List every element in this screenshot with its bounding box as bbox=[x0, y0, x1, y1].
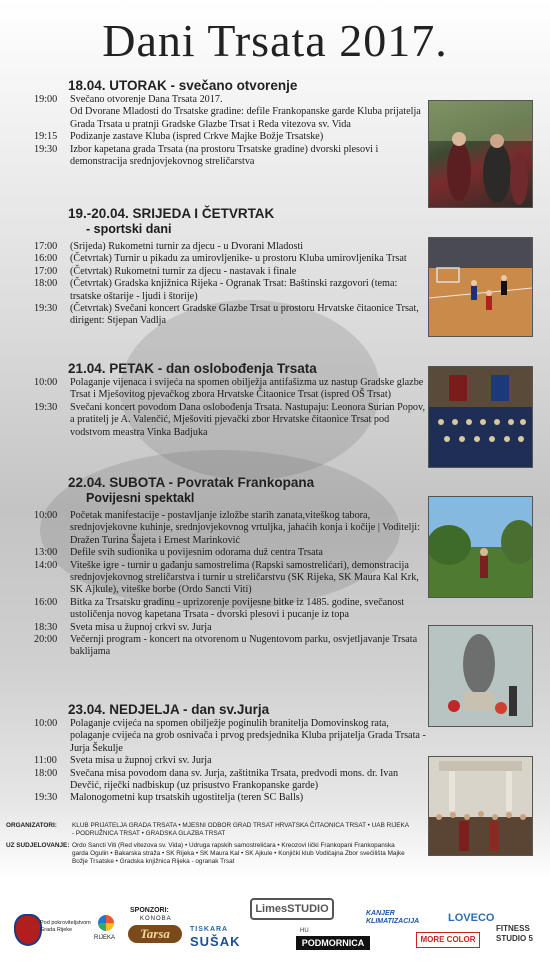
tiskara-susak-logo: SUŠAK bbox=[190, 934, 241, 949]
section-friday bbox=[34, 361, 426, 439]
event-time: 10:00 bbox=[34, 718, 58, 729]
monument-image bbox=[429, 626, 532, 726]
event-description: Bitka za Trsatsku gradinu - uprizorenje povijesne bitke iz 1485. godine, svečanost ustoličenja novog kapetana Trsata - dvorski plesovi i pucanje iz topa bbox=[70, 596, 405, 621]
poster-title: Dani Trsata 2017. bbox=[102, 15, 448, 66]
fitness-logo-text: FITNESS bbox=[496, 924, 530, 933]
event-description: (Četvrtak) Gradska knjižnica Rijeka - Ogranak Trsat: Baštinski razgovori (tema: trsatske oštarije - ljudi i štorije) bbox=[70, 278, 398, 302]
more-color-logo: MORE COLOR bbox=[416, 932, 480, 948]
event-time: 19:30 bbox=[34, 401, 58, 413]
event-row bbox=[34, 768, 426, 793]
rijeka-coat-of-arms-icon bbox=[14, 914, 42, 946]
tiskara-text: TISKARA bbox=[190, 926, 229, 933]
event-time: 18:00 bbox=[34, 278, 58, 290]
konoba-small-text: KONOBA bbox=[140, 916, 172, 922]
event-time: 19:30 bbox=[34, 143, 58, 155]
event-description: Sveta misa u župnoj crkvi sv. Jurja bbox=[70, 755, 212, 767]
event-description: Od Dvorane Mladosti do Trsatske gradine: defile Frankopanske garde Kluba prijatelja Grada Trsata u pratnji Gradske Glazbe Trsat i Reda vitezova sv. Vida bbox=[70, 106, 421, 130]
event-time: 20:00 bbox=[34, 634, 58, 646]
event-description: Defile svih sudionika u povijesnim odorama duž centra Trsata bbox=[70, 547, 323, 559]
photo-church-crowd bbox=[428, 756, 533, 856]
event-row bbox=[34, 144, 426, 169]
hu-label: HU bbox=[300, 928, 309, 934]
sponsors-label: SPONZORI: bbox=[130, 907, 169, 914]
church-image bbox=[429, 757, 532, 855]
studio5-logo-text: STUDIO 5 bbox=[496, 934, 533, 943]
event-description: Večernji program - koncert na otvorenom u Nugentovom parku, osvjetljavanje Trsata baklijama bbox=[70, 634, 418, 658]
event-row bbox=[34, 560, 426, 597]
section-tuesday bbox=[34, 78, 426, 168]
event-row bbox=[34, 792, 426, 804]
event-description: (Četvrtak) Svečani koncert Gradske Glazbe Trsat u prostoru Hrvatske čitaonice Trsat, dirigent: Stjepan Vadlja bbox=[70, 303, 419, 327]
section-heading: 21.04. PETAK - dan oslobođenja Trsata bbox=[68, 361, 317, 376]
event-row bbox=[34, 94, 426, 106]
event-description: Svečani koncert povodom Dana oslobođenja Trsata. Nastupaju: Leonora Surian Popov, a pratitelj je A. Valenčić, Mješoviti pjevački zbor Hrvatske čitaonice Trsat pod vodstvom meastra Vinka Badjuka bbox=[70, 401, 425, 438]
event-row bbox=[34, 597, 426, 622]
event-time: 19:15 bbox=[34, 131, 58, 143]
event-time bbox=[34, 106, 70, 131]
event-time: 17:00 bbox=[34, 265, 58, 277]
section-subheading: - sportski dani bbox=[86, 222, 172, 236]
organizers-text: KLUB PRIJATELJA GRADA TRSATA • MJESNI ODBOR GRAD TRSAT HRVATSKA ČITAONICA TRSAT • UAB RIJEKA - PODRUŽNICA TRSAT • GRADSKA GLAZBA TRSAT bbox=[72, 822, 409, 837]
event-row bbox=[34, 510, 426, 547]
section-subheading: Povijesni spektakl bbox=[86, 491, 195, 505]
event-row bbox=[34, 106, 426, 131]
participants-label: UZ SUDJELOVANJE: bbox=[6, 842, 70, 849]
event-description: Malonogometni kup trsatskih ugostitelja (teren SC Balls) bbox=[70, 792, 304, 804]
event-description: Polaganje cvijeća na spomen obilježje poginulih branitelja Domovinskog rata, polaganje cvijeća na grob osnivača i prvog predsjednika Kluba prijatelja Grada Trsata - Jurja Šekulje bbox=[70, 718, 426, 754]
limes-studio-logo: LimesSTUDIO bbox=[250, 898, 334, 920]
event-row bbox=[34, 718, 426, 755]
section-wednesday-thursday bbox=[34, 206, 426, 328]
event-row bbox=[34, 266, 426, 278]
event-description: Sveta misa u župnoj crkvi sv. Jurja bbox=[70, 621, 212, 633]
event-description: Izbor kapetana grada Trsata (na prostoru Trsatske gradine) dvorski plesovi i demonstracija srednjovjekovnog streličarstva bbox=[70, 143, 379, 168]
event-description: Svečana misa povodom dana sv. Jurja, zaštitnika Trsata, predvodi mons. dr. Ivan Devčić, riječki nadbiskup (uz prisustvo Frankopanske garde) bbox=[70, 767, 399, 792]
event-row bbox=[34, 303, 426, 328]
participants-text: Ordo Sancti Viti (Red vitezova sv. Vida) • Udruga rapskih samostrelićara • Kreozovi lički Frankopani Frankopanska garda Ogulin • Bakarska straža • SK Rijeka • SK Maura Kal • SK Ajkule • Konjički klub Vodičajna Zbor svećilišta Majke Božje Trsatske • Gradska knjižnica Rijeka - ogranak Trsat bbox=[72, 842, 405, 865]
photo-concert-band bbox=[428, 366, 533, 468]
band-image bbox=[429, 367, 532, 467]
konoba-tarsa-logo: Tarsa bbox=[128, 925, 182, 943]
event-description: (Četvrtak) Turnir u pikadu za umirovljenike- u prostoru Kluba umirovljenika Trsat bbox=[70, 253, 407, 265]
event-time: 11:00 bbox=[34, 755, 57, 767]
organizers-label: ORGANIZATORI: bbox=[6, 822, 57, 829]
event-time: 10:00 bbox=[34, 510, 58, 521]
section-heading: 22.04. SUBOTA - Povratak Frankopana bbox=[68, 475, 315, 490]
loveco-logo: LOVECO bbox=[448, 912, 495, 924]
event-description: Podizanje zastave Kluba (ispred Crkve Majke Božje Trsatske) bbox=[70, 131, 324, 143]
event-description: (Srijeda) Rukometni turnir za djecu - u Dvorani Mladosti bbox=[70, 241, 304, 252]
rijeka-logo-text: RIJEKA bbox=[94, 935, 116, 941]
event-time: 14:00 bbox=[34, 559, 58, 571]
event-description: Početak manifestacije - postavljanje izložbe starih zanata,viteškog tabora, srednjovjekovne kuhinje, srednjovjekovnog vrtuljka, jahaćih konja i kočije | Voditelji: Dražen Turina Šajeta i Ernest Marinković bbox=[70, 510, 420, 546]
podmornica-logo: PODMORNICA bbox=[296, 936, 370, 950]
event-row bbox=[34, 131, 426, 143]
event-row bbox=[34, 755, 426, 767]
event-time: 18:00 bbox=[34, 767, 58, 779]
event-time: 19:30 bbox=[34, 303, 58, 315]
event-description: Polaganje vijenaca i svijeća na spomen obilježja antifašizma uz nastup Gradske glazbe Trsat i Mješovitog pjevačkog zbora Hrvatske Čitaonice Trsat (ispred OŠ Trsat) bbox=[70, 377, 424, 401]
photo-monument-wreaths bbox=[428, 625, 533, 727]
section-heading: 23.04. NEDJELJA - dan sv.Jurja bbox=[68, 702, 270, 717]
event-time: 10:00 bbox=[34, 377, 58, 388]
event-row bbox=[34, 253, 426, 265]
event-row bbox=[34, 622, 426, 634]
patron-label: Pod pokroviteljstvom Grada Rijeke bbox=[40, 920, 91, 933]
event-time: 19:30 bbox=[34, 792, 58, 804]
section-heading: 18.04. UTORAK - svečano otvorenje bbox=[68, 78, 298, 93]
section-sunday bbox=[34, 702, 426, 805]
event-row bbox=[34, 241, 426, 253]
section-heading: 19.-20.04. SRIJEDA I ČETVRTAK bbox=[68, 206, 275, 221]
event-row bbox=[34, 402, 426, 439]
event-row bbox=[34, 377, 426, 402]
photo-sports-hall bbox=[428, 237, 533, 337]
section-saturday bbox=[34, 475, 426, 659]
event-row bbox=[34, 547, 426, 559]
event-time: 16:00 bbox=[34, 596, 58, 608]
event-time: 16:00 bbox=[34, 253, 58, 265]
sports-image bbox=[429, 238, 532, 336]
kanjer-logo: KANJER KLIMATIZACIJA bbox=[366, 910, 420, 925]
dancers-image bbox=[429, 101, 532, 207]
event-time: 13:00 bbox=[34, 547, 58, 559]
event-time: 19:00 bbox=[34, 94, 58, 105]
event-row bbox=[34, 634, 426, 659]
event-description: (Četvrtak) Rukometni turnir za djecu - nastavak i finale bbox=[70, 265, 297, 277]
photo-medieval-dancers bbox=[428, 100, 533, 208]
festival-image bbox=[429, 497, 532, 597]
event-description: Svečano otvorenje Dana Trsata 2017. bbox=[70, 94, 223, 105]
event-time: 18:30 bbox=[34, 621, 58, 633]
rijeka-logo-icon bbox=[98, 915, 114, 931]
event-row bbox=[34, 278, 426, 303]
event-time: 17:00 bbox=[34, 241, 58, 252]
event-description: Viteške igre - turnir u gađanju samostrelima (Rapski samostrelićari), demonstracija srednjovjekovnog streličarstva i turnir u streličarstvu (SK Rijeka, SK Maura Kal Krk, SK Ajkule), viteške borbe (Ordo Sancti Viti) bbox=[70, 559, 419, 596]
photo-outdoor-festival bbox=[428, 496, 533, 598]
